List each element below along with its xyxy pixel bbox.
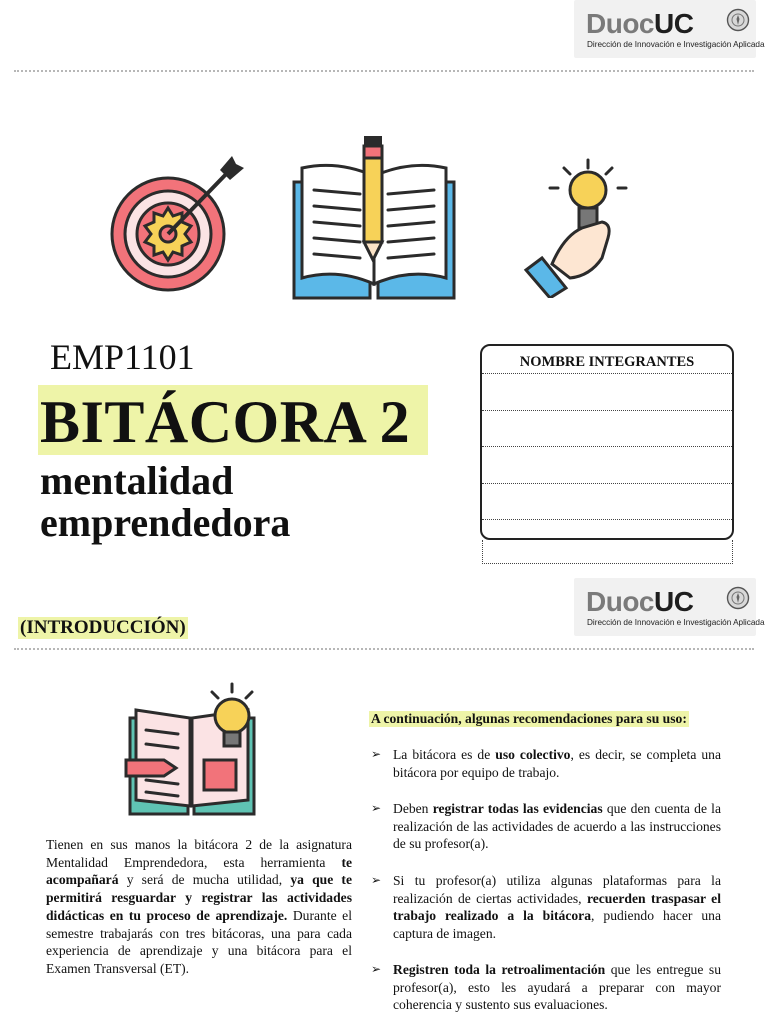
intro-text-c: y será de mucha utilidad, bbox=[118, 872, 291, 888]
arrow-bullet-icon: ➢ bbox=[371, 801, 382, 815]
arrow-bullet-icon: ➢ bbox=[371, 873, 382, 887]
logo-word-duoc: Duoc bbox=[586, 586, 654, 617]
name-row-1[interactable] bbox=[482, 374, 732, 411]
page-title: BITÁCORA 2 bbox=[40, 389, 411, 455]
subtitle-line-1: mentalidad bbox=[40, 458, 234, 503]
logo-word-duoc: Duoc bbox=[586, 8, 654, 39]
bullet-3-text-c: , pudiendo hacer una captura de imagen. bbox=[393, 908, 721, 942]
name-row-3[interactable] bbox=[482, 447, 732, 484]
hand-lightbulb-icon bbox=[520, 158, 630, 298]
name-row-2[interactable] bbox=[482, 411, 732, 448]
bullet-4-text-c: que les entregue su profesor(a), esto les ayudará a preparar con mayor coherencia y sustento sus evaluaciones. bbox=[393, 962, 721, 1013]
bullet-registrar-evidencias bbox=[371, 800, 721, 853]
duoc-logo-second bbox=[574, 578, 765, 636]
page-subtitle bbox=[40, 460, 290, 544]
arrow-bullet-icon: ➢ bbox=[371, 962, 382, 976]
logo-subtitle: Dirección de Innovación e Investigación Aplicada bbox=[587, 40, 765, 49]
bullet-2-text-c: que den cuenta de la realización de las actividades de acuerdo a las instrucciones de su profesor(a). bbox=[393, 801, 721, 852]
names-table bbox=[480, 344, 734, 540]
course-code: EMP1101 bbox=[50, 337, 195, 377]
book-lightbulb-icon bbox=[124, 682, 264, 820]
section-heading-introduccion: (INTRODUCCIÓN) bbox=[20, 617, 186, 638]
open-book-pencil-icon bbox=[288, 132, 460, 302]
divider-top bbox=[14, 70, 754, 72]
bullet-1-text-a: La bitácora es de bbox=[393, 747, 496, 762]
name-row-5[interactable] bbox=[482, 540, 733, 564]
duoc-logo-top bbox=[574, 0, 765, 58]
intro-text-b: te acompañará bbox=[46, 854, 352, 888]
intro-paragraph bbox=[46, 836, 352, 978]
arrow-bullet-icon: ➢ bbox=[371, 747, 382, 761]
bullet-1-text-c: , es decir, se completa una bitácora por equipo de trabajo. bbox=[393, 747, 721, 780]
logo-subtitle: Dirección de Innovación e Investigación Aplicada bbox=[587, 618, 765, 627]
bullet-2-text-a: Deben bbox=[393, 801, 433, 816]
bullet-4-text-b: Registren toda la retroalimentación bbox=[393, 962, 606, 977]
intro-text-d: ya que te permitirá resguardar y registrar las actividades didácticas en tu proceso de aprendizaje. bbox=[46, 872, 352, 923]
names-header: NOMBRE INTEGRANTES bbox=[482, 346, 732, 374]
divider-second bbox=[14, 648, 754, 650]
target-icon bbox=[106, 150, 252, 296]
uc-seal-icon bbox=[726, 586, 750, 610]
bullet-retroalimentacion bbox=[371, 961, 721, 1014]
bullet-3-text-a: Si tu profesor(a) utiliza algunas plataformas para la realización de ciertas actividades, bbox=[393, 873, 721, 906]
bullet-plataformas bbox=[371, 872, 721, 943]
uc-seal-icon bbox=[726, 8, 750, 32]
bullet-2-text-b: registrar todas las evidencias bbox=[432, 801, 603, 816]
name-row-4[interactable] bbox=[482, 484, 732, 521]
bullet-uso-colectivo bbox=[371, 746, 721, 781]
intro-text-e: Durante el semestre trabajarás con tres bitácoras, una para cada experiencia de aprendizaje y una bitácora para el Examen Transversal (ET). bbox=[46, 907, 352, 976]
bullet-3-text-b: recuerden traspasar el trabajo realizado a la bitácora bbox=[393, 890, 721, 924]
bullet-1-text-b: uso colectivo bbox=[495, 747, 571, 762]
logo-word-uc: UC bbox=[654, 8, 694, 39]
subtitle-line-2: emprendedora bbox=[40, 500, 291, 545]
recommendations-heading: A continuación, algunas recomendaciones para su uso: bbox=[371, 711, 687, 726]
logo-word-uc: UC bbox=[654, 586, 694, 617]
intro-text-a: Tienen en sus manos la bitácora 2 de la asignatura Mentalidad Emprendedora, esta herramienta bbox=[46, 837, 352, 870]
